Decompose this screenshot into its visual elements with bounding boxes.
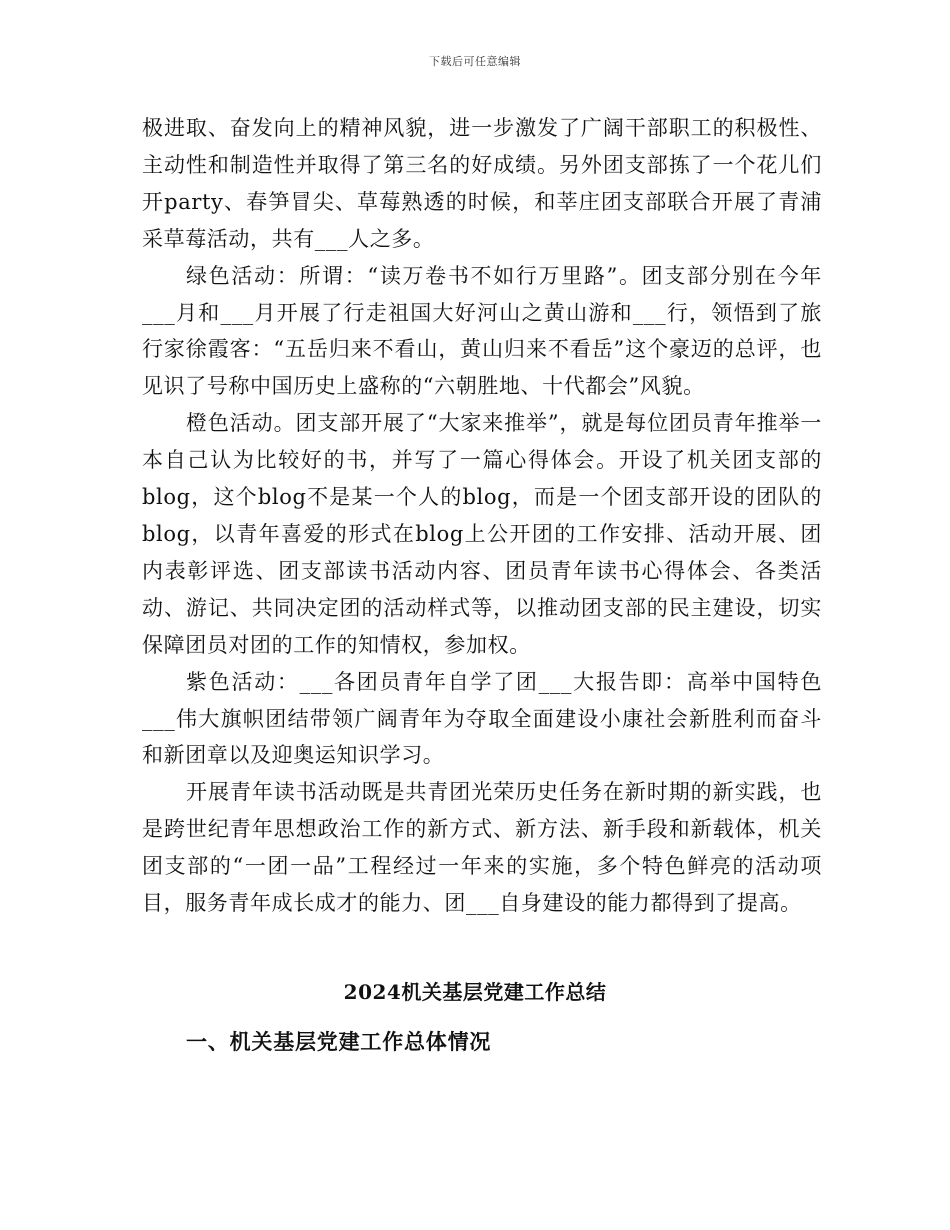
paragraph-orange-activity: 橙色活动。团支部开展了“大家来推举”，就是每位团员青年推举一本自己认为比较好的书，并写了一篇心得体会。开设了机关团支部的blog，这个blog不是某一个人的blog，而是一个团支部开设的团队的blog，以青年喜爱的形式在blog上公开团的工作安排、活动开展、团内表彰评选、团支部读书活动内容、团员青年读书心得体会、各类活动、游记、共同决定团的活动样式等，以推动团支部的民主建设，切实保障团员对团的工作的知情权，参加权。: [142, 411, 822, 657]
document-title: 2024机关基层党建工作总结: [343, 980, 607, 1004]
paragraph-green-activity: 绿色活动：所谓：“读万卷书不如行万里路”。团支部分别在今年___月和___月开展了行走祖国大好河山之黄山游和___行，领悟到了旅行家徐霞客：“五岳归来不看山，黄山归来不看岳”这个豪迈的总评，也见识了号称中国历史上盛称的“六朝胜地、十代都会”风貌。: [142, 263, 822, 399]
body-text: [142, 110, 822, 922]
paragraph-conclusion: 开展青年读书活动既是共青团光荣历史任务在新时期的新实践，也是跨世纪青年思想政治工作的新方式、新方法、新手段和新载体，机关团支部的“一团一品”工程经过一年来的实施，多个特色鲜亮的活动项目，服务青年成长成才的能力、团___自身建设的能力都得到了提高。: [142, 780, 822, 916]
paragraph-intro-continued: 极进取、奋发向上的精神风貌，进一步激发了广阔干部职工的积极性、主动性和制造性并取得了第三名的好成绩。另外团支部拣了一个花儿们开party、春笋冒尖、草莓熟透的时候，和莘庄团支部联合开展了青浦采草莓活动，共有___人之多。: [142, 116, 822, 251]
page-header-note: 下载后可任意编辑: [429, 55, 521, 68]
paragraph-purple-activity: 紫色活动：___各团员青年自学了团___大报告即：高举中国特色___伟大旗帜团结带领广阔青年为夺取全面建设小康社会新胜利而奋斗和新团章以及迎奥运知识学习。: [142, 669, 822, 768]
section-heading: 一、机关基层党建工作总体情况: [186, 1029, 492, 1054]
